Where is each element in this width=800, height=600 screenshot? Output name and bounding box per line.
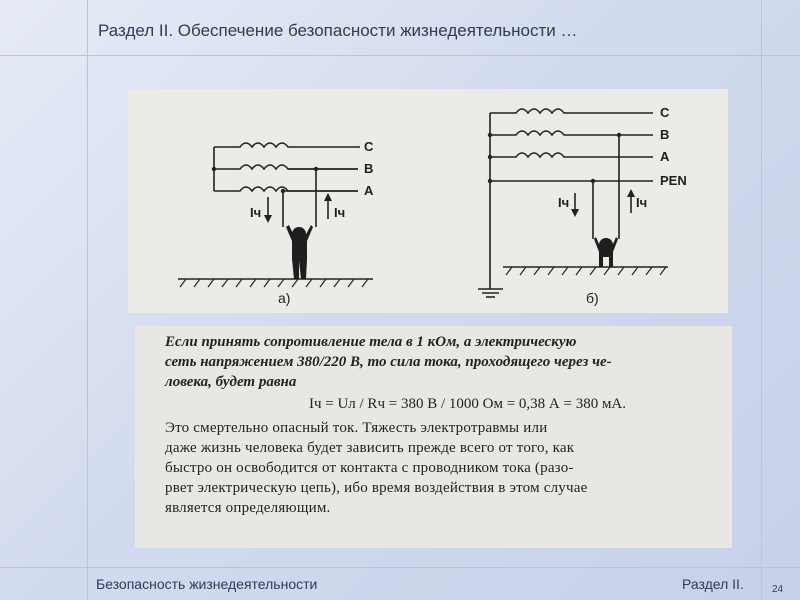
guide-line-bottom	[0, 567, 800, 568]
phase-label-a-b: B	[364, 161, 374, 176]
phase-label-a-c: C	[364, 139, 374, 154]
guide-line-top	[0, 55, 800, 56]
current-label-a-2: Iч	[334, 205, 346, 220]
phase-label-b-pen: PEN	[660, 173, 687, 188]
text-line: даже жизнь человека будет зависить прежде всего от того, как	[165, 440, 575, 456]
normal-paragraph	[165, 418, 730, 518]
phase-label-b-b: B	[660, 127, 670, 142]
text-line: Если принять сопротивление тела в 1 кОм, а электрическую	[165, 334, 577, 350]
page-number: 24	[772, 584, 784, 595]
current-formula: Iч = Uл / Rч = 380 В / 1000 Ом = 0,38 А = 380 мА.	[308, 396, 627, 412]
diagram-b-caption: б)	[586, 290, 599, 306]
guide-line-right	[761, 0, 762, 600]
diagram-a-caption: а)	[278, 290, 291, 306]
text-scan	[135, 326, 732, 548]
footer-course-title: Безопасность жизнедеятельности	[96, 576, 318, 592]
phase-label-a-a: A	[364, 183, 374, 198]
text-line: рвет электрическую цепь), ибо время воздействия в этом случае	[165, 480, 588, 496]
text-line: сеть напряжением 380/220 В, то сила тока, проходящего через че-	[165, 354, 612, 370]
guide-line-left	[87, 0, 88, 600]
text-line: является определяющим.	[165, 500, 331, 516]
book-text	[165, 332, 730, 518]
footer-section: Раздел II.	[682, 576, 744, 592]
circuit-figure-scan	[128, 89, 728, 313]
text-line: Это смертельно опасный ток. Тяжесть электротравмы или	[165, 420, 548, 436]
text-line: быстро он освободится от контакта с проводником тока (разо-	[165, 460, 574, 476]
current-label-a-1: Iч	[250, 205, 262, 220]
italic-paragraph	[165, 332, 730, 392]
circuit-diagrams	[128, 89, 728, 313]
text-line: ловека, будет равна	[165, 374, 297, 390]
current-label-b-2: Iч	[636, 195, 648, 210]
phase-label-b-c: C	[660, 105, 670, 120]
current-label-b-1: Iч	[558, 195, 570, 210]
slide-title: Раздел II. Обеспечение безопасности жизнедеятельности …	[98, 21, 578, 40]
phase-label-b-a: A	[660, 149, 670, 164]
